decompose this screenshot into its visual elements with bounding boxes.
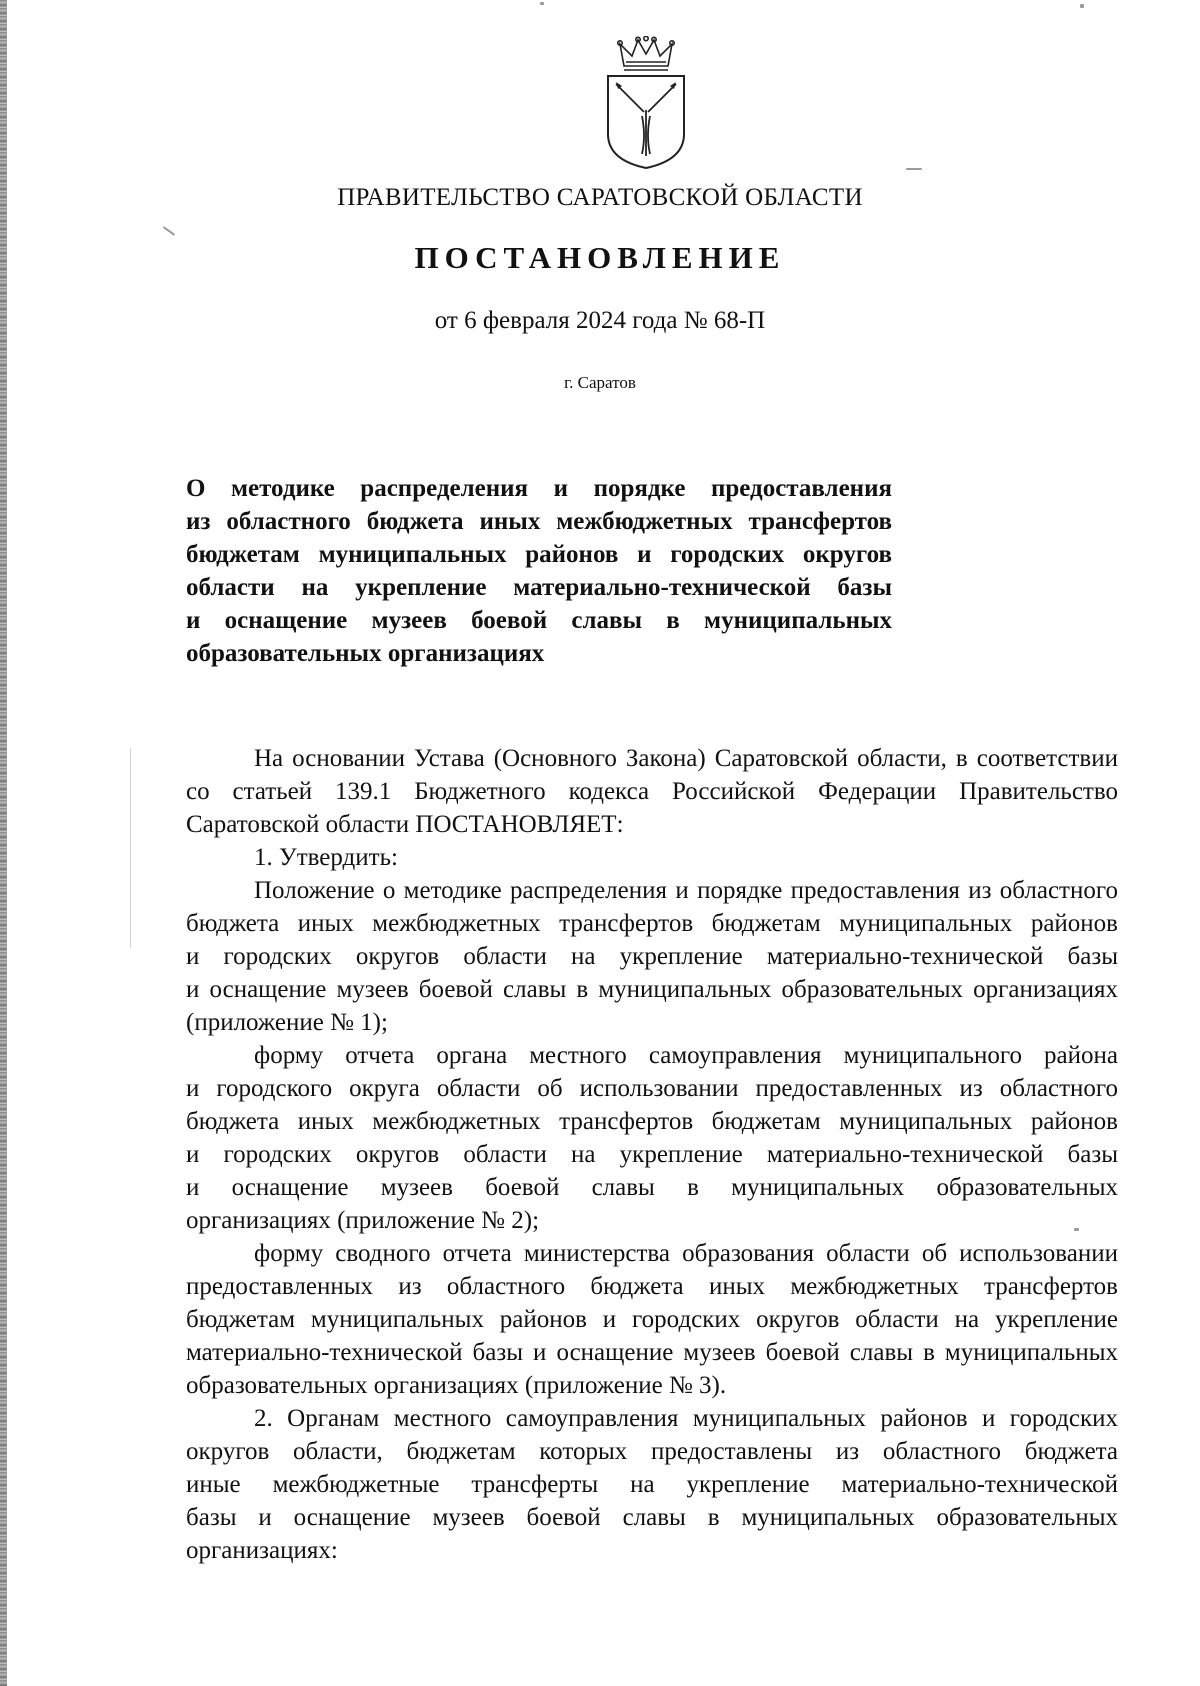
body-line: образовательных организациях (приложение № 3). bbox=[186, 1372, 727, 1399]
body-line: предоставленных из областного бюджета иных межбюджетных трансфертов bbox=[186, 1273, 1118, 1300]
scan-speck bbox=[906, 168, 922, 170]
document-type-title: ПОСТАНОВЛЕНИЕ bbox=[414, 240, 786, 275]
scan-speck bbox=[130, 748, 131, 948]
body-line: бюджетам муниципальных районов и городских округов области на укрепление bbox=[186, 1306, 1118, 1333]
body-line: материально-технической базы и оснащение музеев боевой славы в муниципальных bbox=[186, 1339, 1118, 1366]
subject-line: области на укрепление материально-технической базы bbox=[186, 574, 892, 601]
scan-speck bbox=[163, 226, 176, 236]
government-name: ПРАВИТЕЛЬСТВО САРАТОВСКОЙ ОБЛАСТИ bbox=[337, 184, 863, 211]
body-line: 2. Органам местного самоуправления муниципальных районов и городских bbox=[254, 1405, 1118, 1432]
subject-line: О методике распределения и порядке предоставления bbox=[186, 475, 892, 502]
body-line: организациях: bbox=[186, 1537, 338, 1564]
document-date-number: от 6 февраля 2024 года № 68-П bbox=[434, 307, 766, 334]
scan-speck bbox=[1074, 1228, 1079, 1231]
body-line: и городских округов области на укрепление материально-технической базы bbox=[186, 943, 1118, 970]
body-line: форму отчета органа местного самоуправления муниципального района bbox=[254, 1042, 1118, 1069]
document-city: г. Саратов bbox=[564, 373, 636, 392]
subject-line: и оснащение музеев боевой славы в муниципальных bbox=[186, 607, 892, 634]
body-line: форму сводного отчета министерства образования области об использовании bbox=[254, 1240, 1118, 1267]
scan-speck bbox=[540, 2, 544, 5]
body-line: Положение о методике распределения и порядке предоставления из областного bbox=[254, 877, 1118, 904]
subject-line: образовательных организациях bbox=[186, 640, 545, 667]
scan-speck bbox=[1080, 4, 1084, 8]
body-line: 1. Утвердить: bbox=[254, 844, 398, 871]
body-line: бюджета иных межбюджетных трансфертов бюджетам муниципальных районов bbox=[186, 910, 1118, 937]
body-line: Саратовской области ПОСТАНОВЛЯЕТ: bbox=[186, 811, 624, 838]
body-line: округов области, бюджетам которых предоставлены из областного бюджета bbox=[186, 1438, 1118, 1465]
body-line: и городского округа области об использовании предоставленных из областного bbox=[186, 1075, 1118, 1102]
saratov-coat-of-arms-icon bbox=[604, 36, 688, 170]
body-line: базы и оснащение музеев боевой славы в муниципальных образовательных bbox=[186, 1504, 1118, 1531]
document-subject bbox=[186, 472, 892, 670]
body-line: и оснащение музеев боевой славы в муниципальных образовательных организациях bbox=[186, 976, 1118, 1003]
body-line: и городских округов области на укрепление материально-технической базы bbox=[186, 1141, 1118, 1168]
subject-line: бюджетам муниципальных районов и городских округов bbox=[186, 541, 892, 568]
body-line: бюджета иных межбюджетных трансфертов бюджетам муниципальных районов bbox=[186, 1108, 1118, 1135]
body-line: иные межбюджетные трансферты на укрепление материально-технической bbox=[186, 1471, 1118, 1498]
body-line: и оснащение музеев боевой славы в муниципальных образовательных bbox=[186, 1174, 1118, 1201]
body-line: На основании Устава (Основного Закона) Саратовской области, в соответствии bbox=[254, 745, 1118, 772]
body-line: организациях (приложение № 2); bbox=[186, 1207, 540, 1234]
subject-line: из областного бюджета иных межбюджетных трансфертов bbox=[186, 508, 892, 535]
document-body bbox=[186, 742, 1118, 1567]
body-line: (приложение № 1); bbox=[186, 1009, 388, 1036]
body-line: со статьей 139.1 Бюджетного кодекса Российской Федерации Правительство bbox=[186, 778, 1118, 805]
